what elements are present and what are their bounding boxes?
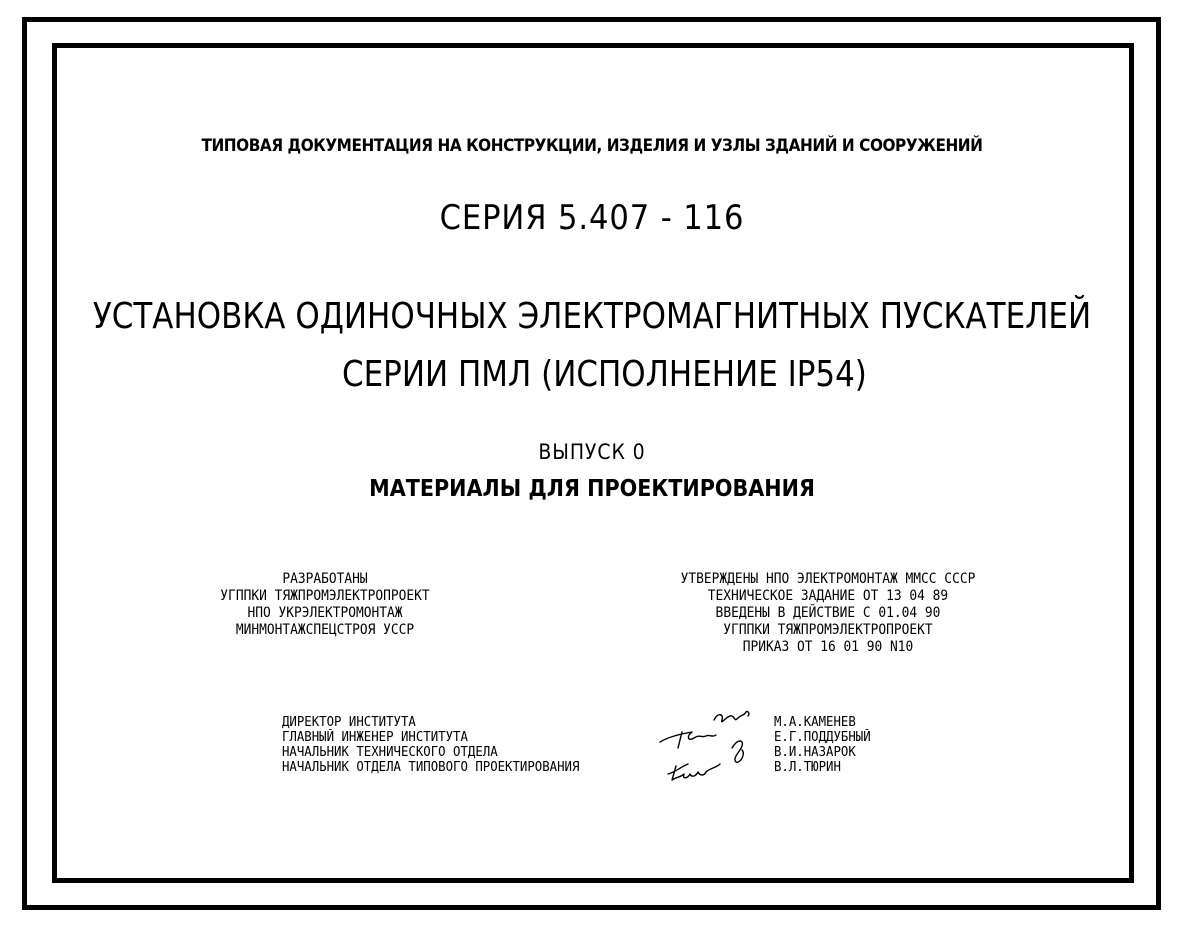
developed-line: НПО УКРЭЛЕКТРОМОНТАЖ — [247, 605, 403, 621]
approved-line: УТВЕРЖДЕНЫ НПО ЭЛЕКТРОМОНТАЖ ММСС СССР — [680, 571, 976, 587]
signature-kamenev — [714, 711, 749, 721]
signature-nazarok — [732, 741, 743, 762]
developed-line: РАЗРАБОТАНЫ — [282, 571, 368, 587]
series-number: СЕРИЯ 5.407 - 116 — [439, 198, 745, 238]
document-type-heading: ТИПОВАЯ ДОКУМЕНТАЦИЯ НА КОНСТРУКЦИИ, ИЗДЕЛИЯ И УЗЛЫ ЗДАНИЙ И СООРУЖЕНИЙ — [201, 136, 983, 156]
signatory-names — [774, 715, 974, 775]
signatory-positions — [282, 715, 662, 775]
title-line-2: СЕРИИ ПМЛ (ИСПОЛНЕНИЕ IP54) — [342, 354, 867, 395]
position-director: ДИРЕКТОР ИНСТИТУТА — [282, 715, 416, 730]
title-line-1: УСТАНОВКА ОДИНОЧНЫХ ЭЛЕКТРОМАГНИТНЫХ ПУСКАТЕЛЕЙ — [92, 296, 1092, 337]
signature-tyurin — [668, 764, 720, 780]
name-nazarok: В.И.НАЗАРОК — [774, 745, 856, 760]
approved-line: УГППКИ ТЯЖПРОМЭЛЕКТРОПРОЕКТ — [723, 622, 933, 638]
position-chief-engineer: ГЛАВНЫЙ ИНЖЕНЕР ИНСТИТУТА — [282, 730, 468, 745]
approved-line: ВВЕДЕНЫ В ДЕЙСТВИЕ С 01.04 90 — [715, 605, 941, 621]
approved-line: ТЕХНИЧЕСКОЕ ЗАДАНИЕ ОТ 13 04 89 — [707, 588, 949, 604]
issue-subtitle: МАТЕРИАЛЫ ДЛЯ ПРОЕКТИРОВАНИЯ — [369, 476, 815, 502]
developed-line: МИНМОНТАЖСПЕЦСТРОЯ УССР — [235, 622, 415, 638]
name-poddubny: Е.Г.ПОДДУБНЫЙ — [774, 730, 871, 745]
position-head-technical: НАЧАЛЬНИК ТЕХНИЧЕСКОГО ОТДЕЛА — [282, 745, 498, 760]
handwritten-signatures — [652, 692, 777, 792]
developed-line: УГППКИ ТЯЖПРОМЭЛЕКТРОПРОЕКТ — [220, 588, 430, 604]
approved-by-block — [598, 571, 1058, 656]
name-tyurin: В.Л.ТЮРИН — [774, 760, 841, 775]
signature-poddubny — [660, 732, 716, 748]
issue-label: ВЫПУСК 0 — [538, 440, 646, 464]
name-kamenev: М.А.КАМЕНЕВ — [774, 715, 856, 730]
position-head-typical-design: НАЧАЛЬНИК ОТДЕЛА ТИПОВОГО ПРОЕКТИРОВАНИЯ — [282, 760, 580, 775]
developed-by-block — [155, 571, 495, 639]
approved-line: ПРИКАЗ ОТ 16 01 90 N10 — [742, 639, 914, 655]
